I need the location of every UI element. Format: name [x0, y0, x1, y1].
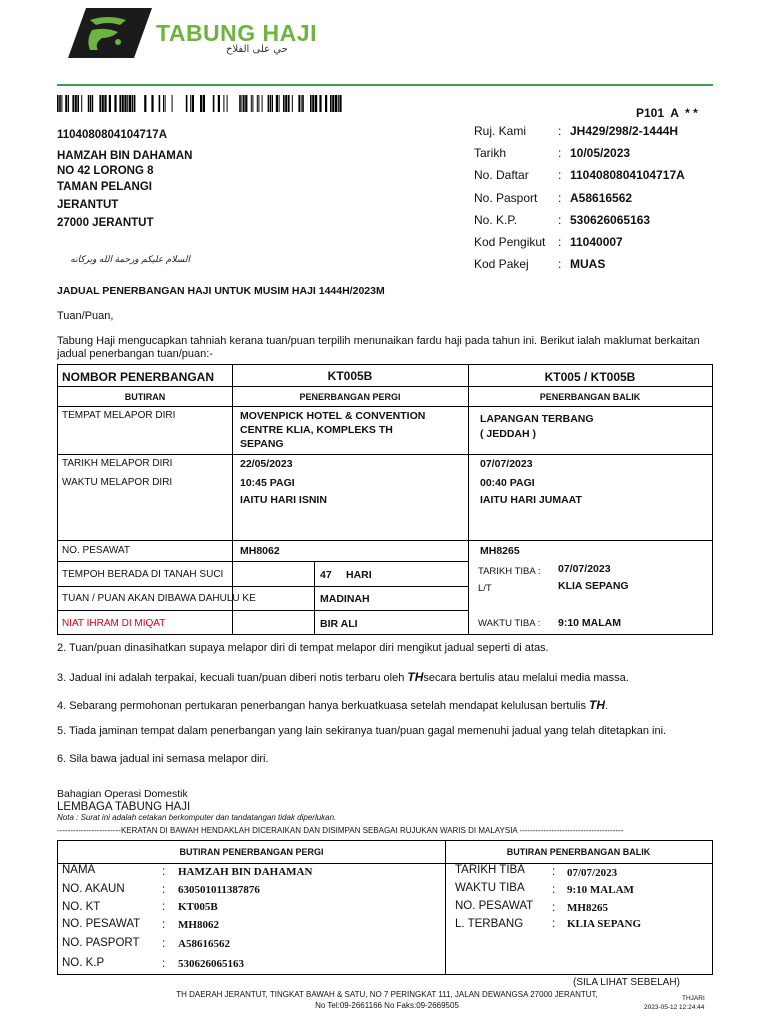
registration-number: 1104080804104717A [57, 129, 168, 141]
detail-header: BUTIRAN [124, 392, 166, 402]
recipient-name: HAMZAH BIN DAHAMAN [57, 150, 193, 162]
reference-code: P101 A * * [636, 106, 698, 120]
address-line: NO 42 LORONG 8 [57, 165, 154, 177]
info-row: No. Pasport : A58616562 [474, 191, 633, 205]
return-report-day: IAITU HARI JUMAAT [480, 494, 582, 506]
note-item: 4. Sebarang permohonan pertukaran penerbangan hanya berkuatkuasa setelah mendapat kelulusan bertulis TH. [57, 698, 609, 712]
miqat-value: BIR ALI [320, 618, 358, 630]
info-row: No. K.P. : 530626065163 [474, 213, 651, 227]
first-city-label: TUAN / PUAN AKAN DIBAWA DAHULU KE [62, 593, 256, 604]
slip-value: HAMZAH BIN DAHAMAN [178, 866, 313, 878]
brand-tagline: حي على الفلاح [226, 44, 288, 55]
return-report-time: 00:40 PAGI [480, 477, 535, 489]
department-name: Bahagian Operasi Domestik [57, 788, 188, 800]
note-text: 3. Jadual ini adalah terpakai, kecuali tuan/puan diberi notis terbaru oleh [57, 672, 405, 684]
note-item: 5. Tiada jaminan tempat dalam penerbangan yang lain sekiranya tuan/puan gagal memenuhi jadual yang telah ditetapkan ini. [57, 725, 667, 737]
info-value: A58616562 [570, 191, 633, 205]
slip-value: 630501011387876 [178, 884, 260, 896]
salutation: Tuan/Puan, [57, 310, 114, 322]
duration-value: 47 [320, 569, 332, 581]
info-row: Kod Pengikut : 11040007 [474, 235, 623, 249]
organisation-name: LEMBAGA TABUNG HAJI [57, 801, 191, 813]
info-row: Kod Pakej : MUAS [474, 257, 606, 271]
slip-value: MH8062 [178, 919, 219, 931]
miqat-label: NIAT IHRAM DI MIQAT [62, 618, 166, 629]
arrival-lt-label: L/T [478, 583, 492, 594]
barcode [57, 95, 342, 112]
tabung-haji-logo [68, 8, 152, 58]
arrival-time-label: WAKTU TIBA : [478, 618, 541, 629]
print-timestamp: 2023-05-12 12:24:44 [644, 1004, 705, 1011]
slip-outbound-header: BUTIRAN PENERBANGAN PERGI [179, 847, 324, 857]
report-date-label: TARIKH MELAPOR DIRI [62, 458, 173, 469]
info-row: Ruj. Kami : JH429/298/2-1444H [474, 124, 679, 138]
outbound-report-date: 22/05/2023 [240, 458, 293, 470]
info-value: 10/05/2023 [570, 146, 631, 160]
slip-label: L. TERBANG [455, 918, 524, 930]
aircraft-label: NO. PESAWAT [62, 545, 130, 556]
return-aircraft: MH8265 [480, 545, 520, 557]
slip-value: 9:10 MALAM [567, 884, 634, 896]
address-line: JERANTUT [57, 199, 119, 211]
arrival-date: 07/07/2023 [558, 563, 611, 575]
outbound-report-place: MOVENPICK HOTEL & CONVENTION [240, 410, 426, 422]
slip-value: A58616562 [178, 938, 230, 950]
info-row: No. Daftar : 1104080804104717A [474, 168, 685, 182]
slip-value: 07/07/2023 [567, 867, 618, 879]
info-value: JH429/298/2-1444H [570, 124, 679, 138]
info-value: 530626065163 [570, 213, 651, 227]
arrival-airport: KLIA SEPANG [558, 580, 629, 592]
flight-no-header: NOMBOR PENERBANGAN [62, 370, 215, 384]
cut-line: ------------------------KERATAN DI BAWAH HENDAKLAH DICERAIKAN DAN DISIMPAN SEBAGAI RUJUKAN WARIS DI MALAYSIA --------------------------------------- [57, 826, 624, 835]
info-value: 11040007 [570, 235, 623, 249]
footer-address-line: TH DAERAH JERANTUT, TINGKAT BAWAH & SATU, NO 7 PERINGKAT 111, JALAN DEWANGSA 27000 JERANTUT, [176, 990, 598, 999]
outbound-report-place: CENTRE KLIA, KOMPLEKS TH [240, 424, 393, 436]
slip-value: MH8265 [567, 902, 608, 914]
report-time-label: WAKTU MELAPOR DIRI [62, 477, 173, 488]
slip-label: TARIKH TIBA [455, 864, 525, 876]
outbound-report-place: SEPANG [240, 438, 284, 450]
brand-name: TABUNG HAJI [156, 20, 317, 46]
info-value: 1104080804104717A [570, 168, 685, 182]
intro-paragraph: Tabung Haji mengucapkan tahniah kerana tuan/puan terpilih menunaikan fardu haji pada tahun ini. Berikut ialah maklumat berkaitan jadual penerbangan tuan/puan:- [57, 335, 700, 360]
address-line: 27000 JERANTUT [57, 217, 154, 229]
header-divider [57, 84, 713, 86]
footer-address [142, 989, 632, 1011]
th-mark: TH [589, 698, 606, 712]
return-header: PENERBANGAN BALIK [539, 392, 641, 402]
outbound-aircraft: MH8062 [240, 545, 280, 557]
info-label: Kod Pakej [474, 257, 529, 271]
note-item [57, 670, 629, 684]
return-report-place: ( JEDDAH ) [480, 428, 537, 440]
th-mark: TH [407, 670, 424, 684]
slip-label: NO. PASPORT [62, 937, 140, 949]
slip-label: WAKTU TIBA [455, 882, 525, 894]
slip-value: KT005B [178, 901, 218, 913]
note-text: 4. Sebarang permohonan pertukaran penerbangan hanya berkuatkuasa setelah mendapat kelulusan bertulis [57, 700, 586, 712]
slip-label: NO. K.P [62, 957, 105, 969]
note-item: 2. Tuan/puan dinasihatkan supaya melapor diri di tempat melapor diri mengikut jadual seperti di atas. [57, 642, 549, 654]
document-title: JADUAL PENERBANGAN HAJI UNTUK MUSIM HAJI 1444H/2023M [57, 285, 385, 297]
slip-value: 530626065163 [178, 958, 244, 970]
user-tag: THJARI [682, 995, 705, 1002]
arrival-date-label: TARIKH TIBA : [478, 566, 541, 577]
info-label: No. K.P. [474, 213, 518, 227]
note-text: secara bertulis atau melalui media massa. [423, 672, 629, 684]
info-label: No. Daftar [474, 168, 529, 182]
slip-label: NO. KT [62, 901, 101, 913]
report-place-label: TEMPAT MELAPOR DIRI [62, 410, 176, 421]
return-flight-code: KT005 / KT005B [544, 370, 636, 384]
arrival-time: 9:10 MALAM [558, 617, 622, 629]
info-label: No. Pasport [474, 191, 538, 205]
info-label: Tarikh [474, 146, 507, 160]
outbound-header: PENERBANGAN PERGI [299, 392, 401, 402]
family-reference-slip: BUTIRAN PENERBANGAN PERGI BUTIRAN PENERBANGAN BALIK NAMA : HAMZAH BIN DAHAMAN NO. AKAUN : 630501011387876 NO. KT : KT005B NO. PESAWAT : MH8062 NO. PASPORT : A58616562 NO. K.P : 530626065163 TARIKH TIBA : 07/07/2023 WAKTU TIBA : 9:10 MALAM NO. PESAWAT : MH8265 L. TERBANG : KLIA SEPANG [57, 840, 713, 975]
return-report-date: 07/07/2023 [480, 458, 533, 470]
footer-contact-line: No Tel:09-2661166 No Faks:09-2669505 [315, 1001, 459, 1010]
slip-return-header: BUTIRAN PENERBANGAN BALIK [506, 847, 651, 857]
outbound-report-time: 10:45 PAGI [240, 477, 295, 489]
info-value: MUAS [570, 257, 606, 271]
outbound-flight-code: KT005B [327, 369, 373, 383]
info-label: Ruj. Kami [474, 124, 527, 138]
slip-label: NO. AKAUN [62, 883, 125, 895]
salam-calligraphy: السلام عليكم ورحمة الله وبركاته [70, 254, 190, 264]
first-city: MADINAH [320, 593, 370, 605]
duration-unit: HARI [346, 569, 372, 581]
flight-schedule-table [57, 364, 713, 635]
note-item: 6. Sila bawa jadual ini semasa melapor diri. [57, 753, 269, 765]
slip-value: KLIA SEPANG [567, 918, 642, 930]
address-line: TAMAN PELANGI [57, 181, 152, 193]
slip-label: NO. PESAWAT [455, 900, 534, 912]
slip-label: NAMA [62, 864, 96, 876]
computer-print-note: Nota : Surat ini adalah cetakan berkomputer dan tandatangan tidak diperlukan. [57, 813, 337, 822]
info-row: Tarikh : 10/05/2023 [474, 146, 631, 160]
slip-label: NO. PESAWAT [62, 918, 141, 930]
duration-label: TEMPOH BERADA DI TANAH SUCI [62, 569, 224, 580]
return-report-place: LAPANGAN TERBANG [480, 413, 594, 425]
info-label: Kod Pengikut [474, 235, 546, 249]
see-overleaf-note: (SILA LIHAT SEBELAH) [573, 977, 680, 988]
outbound-report-day: IAITU HARI ISNIN [240, 494, 327, 506]
